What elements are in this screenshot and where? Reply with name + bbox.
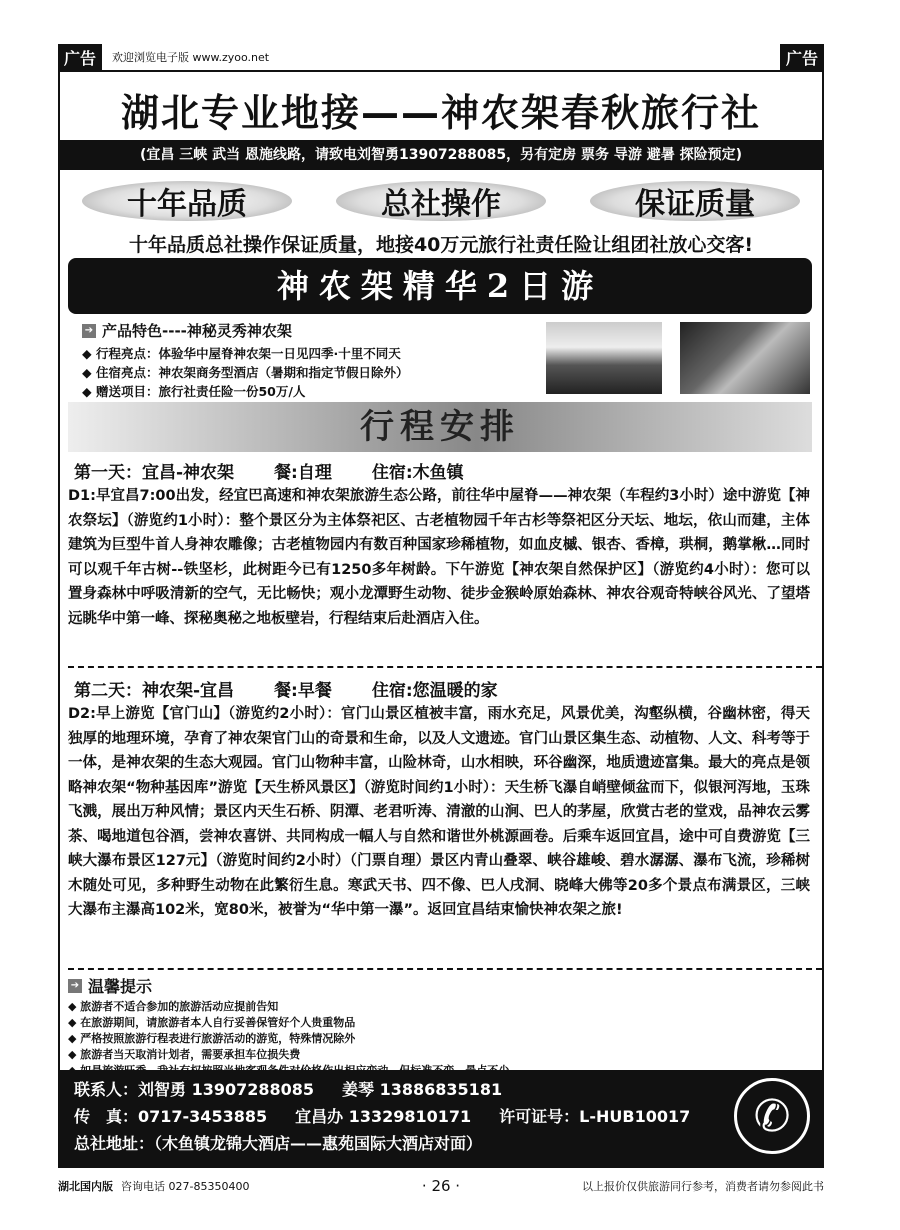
- badge-guarantee: 保证质量: [590, 181, 800, 221]
- product-features: [82, 320, 542, 401]
- page-footer: [58, 1176, 824, 1196]
- day2-stay: 住宿:您温暖的家: [371, 681, 498, 701]
- arrow-icon: ➔: [82, 324, 96, 338]
- tip-item: ◆ 在旅游期间，请旅游者本人自行妥善保管好个人贵重物品: [68, 1016, 356, 1029]
- phone-icon: ✆: [734, 1078, 810, 1154]
- day2-title: 第二天：神农架-宜昌: [74, 681, 235, 701]
- day2-meal: 餐:早餐: [274, 681, 332, 701]
- features-heading: [82, 320, 542, 341]
- schedule-title: 行程安排: [68, 402, 812, 452]
- ad-tag-right: 广告: [780, 44, 824, 71]
- day1-stay: 住宿:木鱼镇: [371, 463, 464, 483]
- day1-meal: 餐:自理: [274, 463, 332, 483]
- badge-operation: 总社操作: [336, 181, 546, 221]
- badge-row: [60, 178, 822, 224]
- feature-item: ◆ 住宿亮点：神农架商务型酒店（暑期和指定节假日除外）: [82, 365, 409, 380]
- page-number: · 26 ·: [421, 1177, 461, 1195]
- divider: [68, 968, 822, 970]
- site-url: 欢迎浏览电子版 www.zyoo.net: [112, 51, 270, 64]
- contact-row: [74, 1103, 808, 1130]
- contact-row: [74, 1130, 808, 1157]
- day1-description: D1:早宜昌7:00出发，经宜巴高速和神农架旅游生态公路，前往华中屋脊——神农架（车程约3小时）途中游览【神农祭坛】（游览约1小时）：整个景区分为主体祭祀区、古老植物园千年古杉等祭祀区分天坛、地坛，依山而建，主体建筑为巨型牛首人身神农雕像；古老植物园内有数百种国家珍稀植物，如血皮槭、银杏、香樟，珙桐，鹅掌楸…同时可以观千年古树--铁坚杉，此树距今已有1250多年树龄。下午游览【神农架自然保护区】（游览约4小时）：您可以置身森林中呼吸清新的空气，无比畅快；观小龙潭野生动物、徒步金猴岭原始森林、神农谷观奇特峡谷风光、了望塔远眺华中第一峰、探秘奥秘之地板壁岩，行程结束后赴酒店入住。: [68, 488, 810, 627]
- tip-item: ◆ 旅游者当天取消计划者，需要承担车位损失费: [68, 1048, 301, 1061]
- address: 总社地址：（木鱼镇龙锦大酒店——惠苑国际大酒店对面）: [74, 1134, 483, 1153]
- badge-quality: 十年品质: [82, 181, 292, 221]
- divider: [68, 666, 822, 668]
- tips-section: [68, 974, 509, 1079]
- contact-person: 联系人：刘智勇 13907288085: [74, 1080, 315, 1099]
- feature-item: ◆ 行程亮点：体验华中屋脊神农架一日见四季·十里不同天: [82, 346, 401, 361]
- route-info-bar: (宜昌 三峡 武当 恩施线路，请致电刘智勇13907288085，另有定房 票务 导游 避暑 探险预定): [60, 140, 822, 170]
- contact-row: [74, 1076, 808, 1103]
- tour-banner: 神农架精华2日游: [68, 258, 812, 314]
- disclaimer: 以上报价仅供旅游同行参考，消费者请勿参阅此书: [582, 1180, 824, 1193]
- ad-frame: [58, 70, 824, 1168]
- page-title: 湖北专业地接——神农架春秋旅行社: [120, 91, 761, 135]
- yichang-office: 宜昌办 13329810171: [295, 1107, 472, 1126]
- hotline: 咨询电话 027-85350400: [121, 1180, 250, 1193]
- day1-heading: [74, 458, 464, 483]
- slogan: 十年品质总社操作保证质量，地接40万元旅行社责任险让组团社放心交客!: [128, 234, 754, 256]
- stream-photo: [680, 322, 810, 394]
- day1-title: 第一天：宜昌-神农架: [74, 463, 235, 483]
- tips-heading: [68, 974, 509, 997]
- tip-item: ◆ 严格按照旅游行程表进行旅游活动的游览，特殊情况除外: [68, 1032, 356, 1045]
- feature-item: ◆ 赠送项目：旅行社责任险一份50万/人: [82, 384, 306, 399]
- contact-block: [60, 1070, 822, 1166]
- edition-label: 湖北国内版: [58, 1180, 113, 1193]
- features-title: 产品特色----神秘灵秀神农架: [102, 322, 292, 340]
- tip-item: ◆ 旅游者不适合参加的旅游活动应提前告知: [68, 1000, 279, 1013]
- fax: 传 真：0717-3453885: [74, 1107, 268, 1126]
- contact-person-2: 姜琴 13886835181: [342, 1080, 503, 1099]
- mountain-photo: [546, 322, 662, 394]
- day2-heading: [74, 676, 498, 701]
- arrow-icon: ➔: [68, 979, 82, 993]
- day2-description: D2:早上游览【官门山】（游览约2小时）：官门山景区植被丰富，雨水充足，风景优美，沟壑纵横，谷幽林密，得天独厚的地理环境，孕育了神农架官门山的奇景和生命，以及人文遗迹。官门山景区集生态、动植物、人文、科考等于一体，是神农架的生态大观园。官门山物种丰富，山险林奇，山水相映，环谷幽深，地质遗迹富集。最大的亮点是领略神农架“物种基因库”游览【天生桥风景区】（游览时间约1小时）：天生桥飞瀑自峭壁倾盆而下，似银河泻地，玉珠飞溅，展出万种风情；景区内天生石桥、阴潭、老君听涛、清澈的山涧、巴人的茅屋，欣赏古老的堂戏，品神农云雾茶、喝地道包谷酒，尝神农喜饼、共同构成一幅人与自然和谐世外桃源画卷。后乘车返回宜昌，途中可自费游览【三峡大瀑布景区127元】（游览时间约2小时）（门票自理）景区内青山叠翠、峡谷雄峻、碧水潺潺、瀑布飞流，珍稀树木随处可见，多种野生动物在此繁衍生息。寒武天书、四不像、巴人戌洞、晓峰大佛等20多个景点布满景区，三峡大瀑布主瀑高102米，宽80米，被誉为“华中第一瀑”。返回宜昌结束愉快神农架之旅!: [68, 706, 810, 918]
- license-number: 许可证号：L-HUB10017: [499, 1107, 691, 1126]
- ad-tag-left: 广告: [58, 44, 102, 71]
- top-bar: [58, 44, 824, 70]
- tips-title: 温馨提示: [88, 977, 153, 996]
